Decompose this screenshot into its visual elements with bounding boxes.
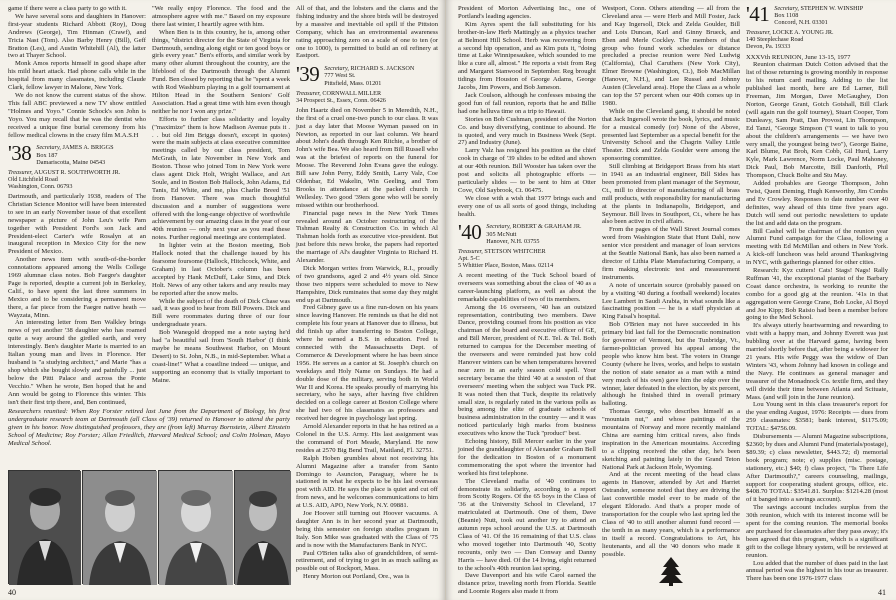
paragraph: XXXVth REUNION, June 13-15, 1977 bbox=[746, 53, 851, 61]
secretary-address-line: Hanover, N.H. 03755 bbox=[486, 237, 540, 245]
treasurer-name: STETSON WHITCHER bbox=[484, 247, 546, 255]
paragraph: Dartmouth, and particularly 1938, readers of The Christian Science Monitor will have been interested to see in an early November issue of that excellent newspaper a picture of John Leu's wife Pam together with President Ford's son Jack and President-elect Carter's wife Rosalyn at an inaugural reception in Mexico City for the new President of Mexico. bbox=[8, 192, 146, 256]
class-notes-text bbox=[8, 193, 146, 406]
page-number-left: 40 bbox=[8, 588, 16, 597]
right-column-2 bbox=[602, 5, 740, 558]
paragraph: Among the 16 overseers, '40 has an outsized representation, contributing two members. Dave Dance, providing counsel from his position as vice chairman of the board and executive officer of GE, and Bill Mercer, president of N.E. Tel. & Tel. Both returned to campus for the December meeting of the overseers and were reminded just how cold Hanover winters can be when temperatures hovered near zero in an early season cold spell. Your secretary became the third '40 at a session of that overseers' meeting when the subject was Tuck PR. It was noted then that Tuck, despite its relatively small size, is regularly rated in the various polls as being among the elite of graduate schools of business administration in the country — and it was noticed particularly high marks from business executives who know the Tuck "product" best. bbox=[458, 303, 596, 438]
paragraph: Bill Cashel will be chairman of the reunion year Alumni Fund campaign for the Class, following a meeting with Ed McMillan and others in New York. A kick-off luncheon was held around Thanksgiving in NYC, with gatherings planned for other cities. bbox=[746, 227, 888, 267]
secretary-name: JAMES A. BRIGGS bbox=[62, 144, 114, 152]
treasurer-address-line: Devon, Pa. 19333 bbox=[746, 43, 791, 51]
paragraph: Financial page news in the New York Times revealed around an October restructuring of the Tishman Realty & Construction Co. in which Al Tishman holds forth as executive vice-president. But just before this news broke, the papers had reported the marriage of Al's daughter Virginia to Richard H. Alexander. bbox=[296, 209, 438, 265]
paragraph: Paul O'Brien talks also of grandchildren, of semi-retirement, and of trying to get in as much sailing as possible out of Rockport, Mass. bbox=[296, 549, 438, 573]
paragraph: We have several sons and daughters in Hanover: first-year students Richard Abbott (Roy), Doug Andrews (George), Tim Hinman (Crawf), and Tricia Nast (Tom). Also Barby Henry (Bill), Geff Bratton (Les), and Austin Whitehill (Al), the latter two at Thayer School. bbox=[8, 12, 146, 60]
paragraph: It's always utterly heartwarming and rewarding to visit with a happy man, and Johnny Everett was just bubbling over at the Harvard game, having been married shortly before that, after being a widower for 21 years. His wife Peggy was the widow of Dan Winters '43, whom Johnny had known in college and the Navy. He continues as general manager and treasurer of the Monadnock Co. textile firm, and they will divide their time between Atlanta and Scituate, Mass. (and will join in the June reunion). bbox=[746, 322, 888, 401]
class-notes-text bbox=[296, 5, 438, 60]
paragraph: Arnold Alexander reports in that he has retired as a Colonel in the U.S. Army. His last assignment was the command of Fort Meade, Maryland. He now resides at 2570 Big Bend Trail, Maitland, Fl. 32751. bbox=[296, 423, 438, 454]
class-heading-1941 bbox=[746, 2, 888, 27]
secretary-role: Secretary, bbox=[36, 144, 61, 152]
paragraph: Kim Ayres spent the fall substituting for his brother-in-law Herb Mattingly as a physics teacher at Belmont Hill School. Herb was recovering from a second hip operation, and as Kim puts it, "doing time at Lake Winnipesaukee, which sounded to me like a cure all, almost." He reports a visit from Reg and Margaret Stanwood in September. Reg brought tidings from Houston of George Adams, George Jacobs, Jim Powers, and Bob Jameson. bbox=[458, 20, 596, 92]
paragraph: In lighter vein at the Boston meeting, Bob Hallock noted that the challenge issued by his fearsome foursome (Hallock, Hitchcock, White, and Graham) in last October's column has been accepted by Hank McDuff, Lake Sims, and Dick Holt. News of any other takers and any results may be reported after the snow melts. bbox=[152, 242, 290, 297]
page-number-right: 41 bbox=[878, 588, 886, 597]
secretary-address-line: Box 1108 bbox=[774, 12, 799, 20]
paragraph: The savings account includes surplus from the 30th reunion, which with its interest income will be spent for the coming reunion. The memorial books are purchased for classmates after they pass away; it's been agreed that this program, which is a significant gift to the college library system, will be reviewed at reunion. bbox=[746, 504, 888, 559]
secretary-address-line: Damariscotta, Maine 04543 bbox=[36, 158, 106, 166]
paragraph: We do not know the current status of the show. This fall ABC previewed a new TV show entitled "Holmes and Yoyo." Connie Schock's son John is Yoyo. You may recall that he was the dentist who received a unique fine burial ceremony from his fellow medical clowns in the crazy film M.A.S.H bbox=[8, 91, 146, 139]
photo-portrait-1 bbox=[8, 470, 80, 584]
treasurer-address-line: 34 Prospect St., Essex, Conn. 06426 bbox=[296, 96, 386, 104]
paragraph: Bob Wanegold dropped me a note saying he'd had "a beautiful sail from 'South Harbor' (I think maybe he means Southwest Harbor, on Mount Desert) to St. John, N.B., in mid-September. What a coast-line!" What a coastline indeed — unique, and supporting an economy that is vitally important to Maine. bbox=[152, 329, 290, 384]
class-notes-text bbox=[746, 54, 888, 584]
secretary-role: Secretary, bbox=[774, 5, 799, 12]
paragraph: John Haartz died on November 5 in Meredith, N.H., the first of a cruel one-two punch to our class. It was just a day later that Moose Wyman passed on in Newton, as reported in our last column. We heard about John's death through Ken Ritchie, a brother of John's wife Bea. We also heard from Bill Russell who was at the briefest of reports on the funeral for Moose. The Reverend John Evans gave the eulogy. Bill saw John Perry, Eddy Smith, Larry Valz, Coe Oldenbar, Ed Wakelin, Win Geeling, and Tom Brooks in attendance at the packed church in Wellesley. Two good '39ers gone who will be sorely missed within our brotherhood. bbox=[296, 106, 438, 209]
paragraph: From the pages of the Wall Street Journal comes word from Washington State that Hunt Dahl, now senior vice president and manager of loan services at the Seattle National Bank, has also been named a director of Lithia Plate Manufacturing Company, a firm making electronic test and measurement instruments. bbox=[602, 226, 740, 281]
class-year-label: '41 bbox=[746, 2, 770, 26]
class-heading-1940 bbox=[458, 220, 596, 245]
secretary-name: ROBERT & GRAHAM JR. bbox=[512, 223, 582, 231]
treasurer-name: CORNWALL MILLER bbox=[322, 89, 382, 97]
paragraph: "We really enjoy Florence. The food and the atmosphere agree with me." Based on my exposure there last winter, I heartily agree with him. bbox=[152, 5, 290, 28]
treasurer-role: Treasurer, bbox=[296, 89, 321, 97]
paragraph: A note of uncertain source (probably passed on by a visiting '40 during a football weekend) locates Lee Lambert in Saudi Arabia, in what sounds like a fascinating position — he is a staff physician at King Faisal's hospital. bbox=[602, 281, 740, 321]
paragraph: The Cleveland mafia of '40 continues to demonstrate its solidarity, according to a report from Scotty Rogers. Of the 65 boys in the Class of '36 at the University School in Cleveland, 17 matriculated at Dartmouth. One of them, Dave (Beanie) Nutt, took out another try to attend an autumn reps school around the U.S. at Dartmouth Class of '41. Of the 16 remaining of that U.S. class who moved together into Dartmouth '40, Scotty recounts, only two — Dan Conway and Danny Harris — have died. Of the 14 living, eight returned to the school's 40th reunion last spring. bbox=[458, 477, 596, 572]
paragraph: Bob O'Brien may not have succeeded in his primary bid last fall for the Democratic nomination for governor of Vermont, but the Tunbridge, Vt., farmer-politician proved his appeal among the people who know him best. The voters in Orange County (where he lives, works, and helps to sustain the notion of state senator as a man with a mind very much of his own) gave him the edge over the winner, later defeated in the election, by six percent, although he finished third in overall primary balloting. bbox=[602, 321, 740, 408]
treasurer-info bbox=[8, 169, 146, 190]
secretary-name: RICHARD S. JACKSON bbox=[350, 65, 415, 73]
treasurer-address-line: 140 Steeplechase Road bbox=[746, 36, 804, 44]
class-notes-text bbox=[458, 272, 596, 596]
paragraph: Fred Gibney gave us a fine run-down on his years since leaving Hanover. He reminds us that he did not complete his four years at Hanover due to illness, but did finish up after transferring to Boston College, where he earned a B.S. in education. Fred is connected with the Massachusetts Dept. of Commerce & Development where he has been since 1956. He serves as a cantor at St. Joseph's church on weekdays and Holy Name on Sundays. He had a double dose of the military, serving both in World War II and Korea. He speaks proudly of marrying his secretary, who he says, after having five children decided on a college career at Boston College where she had two of his classmates as professors and received her degree in psychology last spring. bbox=[296, 304, 438, 423]
photo-portrait-2 bbox=[82, 470, 156, 584]
treasurer-role: Treasurer, bbox=[458, 247, 483, 255]
class-notes-text bbox=[296, 107, 438, 581]
paragraph: An interesting letter from Ben Walkley brings news of yet another '38 daughter who has roamed quite a way around the girdled earth, and very interestingly. Ben's daughter Marie is married to an Italian young man and lives in Florence. Her husband is "a studying architect," and Marie "has a shop which she bought slowly and painfully ... just below the Pitti Palace and across the Ponte Vecchio." When he wrote, Ben hoped that he and Ann would be going to Florence this winter. This isn't their first trip there, and, Ben continued, bbox=[8, 319, 146, 406]
treasurer-name: LOCKE A. YOUNG JR. bbox=[772, 29, 834, 37]
class-officers bbox=[486, 223, 581, 244]
paragraph: Lou added that the number of dues paid in the last annual period was the highest in his tour as treasurer. There has been one 1976-1977 class bbox=[746, 559, 888, 583]
class-year-label: '38 bbox=[8, 141, 32, 166]
photo-portrait-4 bbox=[234, 470, 290, 584]
paragraph: Henry Morton out Portland, Ore., was is bbox=[303, 573, 410, 581]
paragraph: We close with a wish that 1977 brings each and every one of us all sorts of good things, including health. bbox=[458, 194, 596, 218]
secretary-address-line: 305 McNutt bbox=[486, 230, 517, 238]
secretary-address-line: Pittsfield, Mass. 01201 bbox=[324, 79, 382, 87]
class-officers bbox=[36, 144, 113, 165]
paragraph: Joe Hoover still turning out Hoover vacuums. A daughter Ann is in her second year at Dartmouth, being this semester on foreign studies program in Italy. Son Mike was graduated with the Class of '75 and is now with the Manufacturers Bank in NYC. bbox=[296, 510, 438, 549]
class-year-label: '40 bbox=[458, 220, 482, 245]
secretary-role: Secretary, bbox=[324, 65, 349, 73]
treasurer-address-line: Apt. 5-C bbox=[458, 254, 480, 262]
treasurer-role: Treasurer, bbox=[8, 168, 33, 176]
secretary-name: STEPHEN W. WINSHIP bbox=[800, 5, 864, 12]
paragraph: Monk Amos reports himself in good shape after his mild heart attack. Had phone calls while in the hospital from many classmates, including Claude Clark, fellow lawyer in Malone, New York. bbox=[8, 60, 146, 92]
paragraph: Echoing history, Bill Mercer earlier in the year joined the granddaughter of Alexander Graham Bell for the dedication in Boston of a monument commemorating the spot where the inventor had worked his first telephone. bbox=[458, 438, 596, 477]
paragraph: Lou Young sent in this class treasurer's report for the year ending August, 1976: Receipts — dues from 259 classmates: $3581; bank interest, $1175.09; TOTAL: $4756.09. bbox=[746, 401, 888, 433]
paragraph: Dick Morgan writes from Warwick, R.I., proudly of two grandsons, aged 2 and 4½ years old. Since those two nippers were scheduled to move to New Hampshire, Dick ruminates that some day they might end up at Dartmouth. bbox=[296, 264, 438, 304]
class-notes-text bbox=[152, 5, 290, 385]
pine-tree-icon bbox=[658, 556, 684, 586]
portrait-figure bbox=[235, 471, 291, 585]
treasurer-info bbox=[296, 90, 438, 104]
treasurer-info bbox=[458, 248, 596, 269]
portrait-figure bbox=[83, 471, 157, 585]
paragraph: Westport, Conn. Others attending — all from the Cleveland area — were Herb and Mill Foster, Jack and Kay Ingersoll, Dick and Zelda Goulder, Bill and Lois Duncan, Karl and Ginny Brueck, and Eben and Merle Cockley. The members of that group who found work schedules or distance precluded a precise reunion were Ned Ludwig (California), Chal Caruthers (New York City), Elmer Browne (Washington, Ct.), Bob MacMillan (Hanover, N.H.), and Lee Russel and Johnny Austen (Cleveland area). Hope the Class as a whole can top the 57 percent when our 40th comes up in 1980. bbox=[602, 5, 740, 107]
class-heading-1939 bbox=[296, 62, 438, 87]
left-column-2 bbox=[152, 5, 290, 412]
portrait-figure bbox=[9, 471, 81, 585]
paragraph: Larry Valz has resigned his position as the chief cook in charge of '39 slides to be edited and shown at our 40th reunion. Bill Wooster has taken over the post and solicits all photographic efforts — particularly slides — to be sent to him at Otter Cove, Old Saybrook, Ct. 06475. bbox=[458, 147, 596, 194]
treasurer-address-line: Washington, Conn. 06793 bbox=[8, 182, 73, 190]
paragraph: game if there were a class party to go with it. bbox=[8, 5, 127, 12]
paragraph: While the subject of the death of Dick Chase was sad, it was good to hear from Bill Powers. Dick and Bill were roommates during three of our four undergraduate years. bbox=[152, 297, 290, 329]
paragraph: A recent meeting of the Tuck School board of overseers was something about the class of '40 as a career-launching platform, as well as about the remarkable capabilities of two of its members. bbox=[458, 272, 596, 303]
paragraph: Disbursements — Alumni Magazine subscriptions, $2360; by dues and Alumni Fund (materials/postage), $89.39; c) class newsletter, $443.72; d) memorial book program; note; e) supplies (misc. postage, stationery, etc.) $40; f) class project, "Is There Life After Dartmouth?," careers counseling, mailings, support for cooperating student groups, office, etc. $408.70 TOTAL: $3541.81. Surplus: $1214.28 (most of it banged into a savings account). bbox=[746, 433, 888, 504]
class-officers bbox=[774, 5, 863, 26]
paragraph: While on the Cleveland gang, it should be noted that Jack Ingersoll wrote the book, lyrics, and music for a musical comedy (or) None of the Above, presented last September as a special benefit for the University School and the Chagrin Valley Little Theater. Dick and Zelda Goulder were among the sponsoring committee. bbox=[602, 107, 740, 163]
treasurer-address-line: 5 Whittier Place, Boston, Mass. 02114 bbox=[458, 261, 554, 269]
paragraph: When Ben is in this country, he is, among other things, "district director for the State of Virginia for Dartmouth, sending along eight or ten good boys or girls every year." Ben's efforts, and similar work by many other alumni throughout the country, are the lifeblood of the Dartmouth through the Alumni Fund. Ben closed by reporting that he "spent a week with Rod Washburn playing in a golf tournament at Hilton Head in the Southern Seniors' Golf Association. Had a great time with him even though neither he nor I won any prize." bbox=[152, 28, 290, 115]
secretary-role: Secretary, bbox=[486, 223, 511, 231]
paragraph: Another news item with south-of-the-border connotations appeared among the Wells College 1969 alumnae class notes. Bob Faegre's daughter Page is reported, despite a current job in Berkeley, Calif., to have spent the last three summers in Mexico and to be considering a permanent move there, a far piece from the Faegre native heath — Wayzata, Minn. bbox=[8, 256, 146, 319]
secretary-address-line: 777 West St. bbox=[324, 72, 356, 80]
portrait-figure bbox=[159, 471, 233, 585]
paragraph: Dave Davenport and his wife Carol earned the distance prize, traveling north from Florida. Seattle and Loomie Rogers also made it from bbox=[458, 572, 596, 596]
paragraph: Ralph Hoben grumbles about not receiving his Alumni Magazine after a transfer from Santo Domingo to Asuncion, Paraguay, where he is stationed in what he expects to be his last overseas post with AID. He says the place is quiet and cut off from news, and he welcomes communications to him at U.S. AID, APO, New York, N.Y. 09881. bbox=[296, 454, 438, 510]
class-notes-text bbox=[458, 5, 596, 218]
photo-portrait-3 bbox=[158, 470, 232, 584]
paragraph: Reunion chairman Dutch Cotton advised that the list of those returning is growing monthly in response to his return card mailing. Adding to the list published last month, here are Ed Larner, Bill Freeman, Jim Morgan, Dave McGaughey, Don Norton, George Grant, Gotch Gotshall, Bill Clark (will again run the golf tourney), Stuart Cooper, Tom Dunleavy, Sam Pratt, Dan Provost, Lin Thompson, Ed Tanzi, "George Simpson ("I want to talk to you about the children's arrangements — we have two very small, the youngest being two"), George Baine, Karl Blume, Pat Broh, Ken Cobb, Gil Hurd, Larry Kyle, Mark Lawrence, Norm Locke, Paul Mahoney, Dick Paul, Bob Marcotte, Bill Danforth, Phil Thompson, Chuck Bolte and Stu May. bbox=[746, 61, 888, 180]
left-column-3 bbox=[296, 5, 438, 586]
paragraph: Still climbing at Bridgeport Brass from his start in 1941 as an industrial engineer, Bill Sides has been promoted from plant manager of the Seymour, Ct., mill to director of manufacturing of all brass mill products, with responsibility for manufacturing at the plants in Indianapolis, Bridgeport, and Seymour. Bill lives in Southport, Ct., where he has also been active in civil affairs. bbox=[602, 163, 740, 226]
secretary-address-line: Box 187 bbox=[36, 151, 58, 159]
right-page bbox=[446, 0, 896, 600]
paragraph: Jack Coulson, although he confesses missing the good fun of fall reunion, reports that he and Billie had one helluva time on a trip to Hawaii. bbox=[458, 91, 596, 115]
treasurer-address-line: Old Litchfield Road bbox=[8, 175, 58, 183]
treasurer-info bbox=[746, 29, 888, 50]
paragraph: President of Morton Advertising Inc., one of Portland's leading agencies. bbox=[458, 5, 596, 20]
photo-caption-forster: Researchers reunited: When Roy Forster retired last June from the Department of Biology, his first undergraduate research team at Dartmouth (all Class of '39) returned to Hanover to attend the party given in his honor. Now distinguished professors, they are (from left) Murray Bornstein, Albert Einstein School of Medicine; Roy Forster; Allan Friedlich, Harvard Medical School; and Colin Holman, Mayo Medical School. bbox=[8, 408, 290, 447]
class-heading-1938 bbox=[8, 141, 146, 166]
class-notes-text bbox=[8, 5, 146, 139]
paragraph: All of that, and the lobsters and the clams and the fishing industry and the shore birds will be destroyed by a massive and inevitable oil spill if the Pittston Company, which has an environmental awareness rating approaching zero on a scale of one to ten (or one to 1000), is permitted to build an oil refinery at Eastport. bbox=[296, 5, 438, 60]
paragraph: Stories on Bob Cushman, president of the Norton Co. and busy diversifying, continue to abound. He is quoted, and very much in Business Week (Sept. 27) and Industry (June). bbox=[458, 115, 596, 147]
left-page bbox=[0, 0, 446, 600]
class-officers bbox=[324, 65, 414, 86]
right-column-1 bbox=[458, 5, 596, 596]
treasurer-name: AUGUST R. SOUTHWORTH JR. bbox=[34, 168, 121, 176]
class-notes-text bbox=[602, 5, 740, 558]
class-year-label: '39 bbox=[296, 62, 320, 87]
paragraph: Efforts to further class solidarity and loyalty ("maximize" them is how Madison Avenue puts it . . . but old Jim Briggs doesn't, except in quotes) were the main subjects at class executive committee meetings called by our class president, Tom McGrath, in late November in New York and Boston. Those who joined Tom in New York were class agent Dick Holt, Wright Wallace, and Art Soule, and in Boston Bob Hallock, John Adams, Ed Tanis, Ed White, and me, plus Charlie Breed '51 from Hanover. There was much thoughtful discussion and a number of suggestions were offered with the long-range objective of worthwhile achievement by our amazing class in the year of our 40th reunion — only next year as you read these notes. Further regional meetings are contemplated. bbox=[152, 115, 290, 242]
paragraph: Thomas George, who describes himself as a "mountain nut," and whose paintings of the mountains of Norway and more recently mainland China are earning him critical raves, also finds inspiration in the American mountains. According to a clipping received the other day, he's been sketching and painting lately in the Grand Teton National Park at Jackson Hole, Wyoming. bbox=[602, 408, 740, 471]
paragraph: And at the recent meeting of the head class agents in Hanover, attended by Art and Harriet Ostrander, someone noted that they are driving the last convertible model ever to be made of the elegant Eldorado. And that's a proper mode of transportation for the couple who last spring led the Class of '40 to still another alumni fund record — the tenth in as many years, which is a performance in itself a record. Congratulations to Art, his lieutenants, and all the '40 donors who made it possible. bbox=[602, 471, 740, 558]
paragraph: Added probables are George Thompson, John Twist, Quent Deming, Hugh Kenworthy, Jim Combs and Ev Crowley. Responses to date number over 40 definites, way ahead of this time five years ago. Dutch will send out periodic newsletters to update the list and add data on the program. bbox=[746, 180, 888, 227]
treasurer-role: Treasurer, bbox=[746, 29, 771, 37]
secretary-address-line: Concord, N.H. 03301 bbox=[774, 19, 828, 27]
right-column-3 bbox=[746, 2, 888, 586]
paragraph: Research: Kyz cutters! Cats! Stags! Nags! Rally Ruffman '41, the exceptional pianist of the Barbary Coast dance orchestra, is working to reunite the combo for a good gig at the reunion. '41s in that aggregation were George Crane, Bob Locke, Al Boyd and Joe Kipp; Bob Raisio had been a member before going to the Med School. bbox=[746, 267, 888, 322]
